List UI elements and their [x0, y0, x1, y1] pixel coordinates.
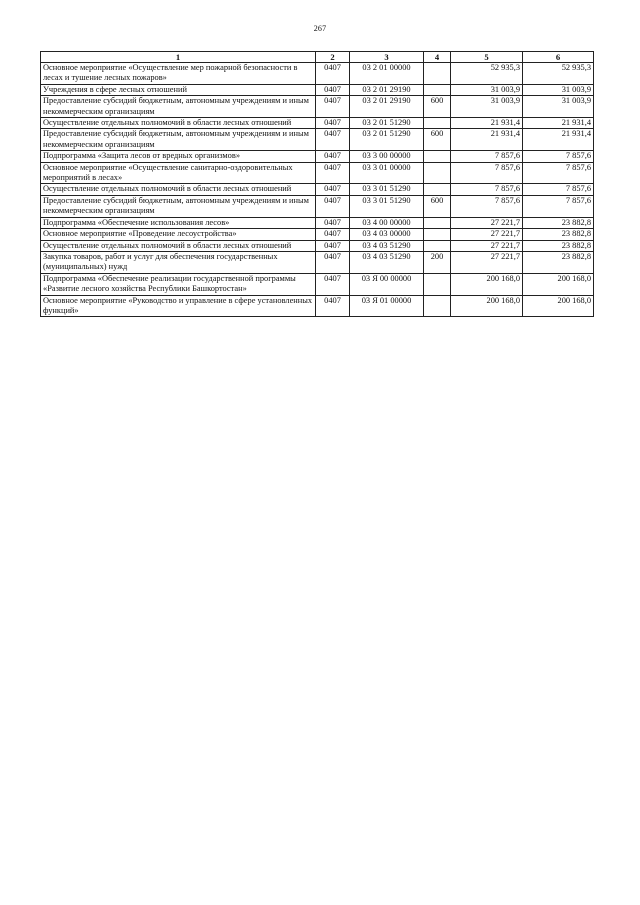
row-name-cell: Закупка товаров, работ и услуг для обеспечения государственных (муниципальных) нужд [41, 251, 316, 273]
target-article-cell: 03 Я 00 00000 [350, 273, 424, 295]
amount-year-1-cell: 7 857,6 [451, 151, 523, 162]
amount-year-1-cell: 21 931,4 [451, 129, 523, 151]
amount-year-2-cell: 7 857,6 [523, 195, 594, 217]
amount-year-1-cell: 7 857,6 [451, 162, 523, 184]
amount-year-2-cell: 7 857,6 [523, 151, 594, 162]
header-row [41, 52, 594, 63]
section-code-cell: 0407 [316, 151, 350, 162]
target-article-cell: 03 3 01 51290 [350, 184, 424, 195]
column-header-5: 5 [451, 52, 523, 63]
table-body [41, 63, 594, 317]
amount-year-2-cell: 23 882,8 [523, 240, 594, 251]
expense-type-cell [424, 295, 451, 317]
amount-year-1-cell: 27 221,7 [451, 240, 523, 251]
amount-year-2-cell: 31 003,9 [523, 96, 594, 118]
column-header-2: 2 [316, 52, 350, 63]
amount-year-1-cell: 27 221,7 [451, 251, 523, 273]
target-article-cell: 03 3 01 51290 [350, 195, 424, 217]
section-code-cell: 0407 [316, 195, 350, 217]
table-row [41, 162, 594, 184]
row-name-cell: Осуществление отдельных полномочий в области лесных отношений [41, 240, 316, 251]
section-code-cell: 0407 [316, 295, 350, 317]
expense-type-cell [424, 273, 451, 295]
table-header [41, 52, 594, 63]
section-code-cell: 0407 [316, 96, 350, 118]
budget-table [40, 51, 594, 317]
amount-year-1-cell: 27 221,7 [451, 229, 523, 240]
amount-year-1-cell: 7 857,6 [451, 184, 523, 195]
amount-year-1-cell: 31 003,9 [451, 96, 523, 118]
amount-year-2-cell: 23 882,8 [523, 217, 594, 228]
table-row [41, 63, 594, 85]
section-code-cell: 0407 [316, 217, 350, 228]
target-article-cell: 03 2 01 51290 [350, 129, 424, 151]
table-row [41, 84, 594, 95]
target-article-cell: 03 3 01 00000 [350, 162, 424, 184]
amount-year-1-cell: 200 168,0 [451, 295, 523, 317]
table-row [41, 184, 594, 195]
amount-year-1-cell: 7 857,6 [451, 195, 523, 217]
row-name-cell: Предоставление субсидий бюджетным, автономным учреждениям и иным некоммерческим организациям [41, 96, 316, 118]
expense-type-cell: 600 [424, 129, 451, 151]
amount-year-2-cell: 7 857,6 [523, 184, 594, 195]
expense-type-cell [424, 240, 451, 251]
column-header-3: 3 [350, 52, 424, 63]
column-header-1: 1 [41, 52, 316, 63]
expense-type-cell: 200 [424, 251, 451, 273]
expense-type-cell [424, 63, 451, 85]
table-row [41, 118, 594, 129]
table-row [41, 129, 594, 151]
row-name-cell: Основное мероприятие «Руководство и управление в сфере установленных функций» [41, 295, 316, 317]
amount-year-2-cell: 200 168,0 [523, 295, 594, 317]
expense-type-cell [424, 151, 451, 162]
column-header-4: 4 [424, 52, 451, 63]
target-article-cell: 03 2 01 51290 [350, 118, 424, 129]
row-name-cell: Подпрограмма «Обеспечение использования лесов» [41, 217, 316, 228]
amount-year-2-cell: 21 931,4 [523, 118, 594, 129]
table-row [41, 240, 594, 251]
table-row [41, 229, 594, 240]
row-name-cell: Основное мероприятие «Осуществление мер пожарной безопасности в лесах и тушение лесных пожаров» [41, 63, 316, 85]
expense-type-cell: 600 [424, 96, 451, 118]
target-article-cell: 03 3 00 00000 [350, 151, 424, 162]
section-code-cell: 0407 [316, 84, 350, 95]
section-code-cell: 0407 [316, 184, 350, 195]
target-article-cell: 03 2 01 29190 [350, 96, 424, 118]
row-name-cell: Учреждения в сфере лесных отношений [41, 84, 316, 95]
expense-type-cell [424, 162, 451, 184]
amount-year-2-cell: 200 168,0 [523, 273, 594, 295]
expense-type-cell: 600 [424, 195, 451, 217]
amount-year-2-cell: 23 882,8 [523, 251, 594, 273]
target-article-cell: 03 2 01 29190 [350, 84, 424, 95]
amount-year-2-cell: 52 935,3 [523, 63, 594, 85]
row-name-cell: Основное мероприятие «Осуществление санитарно-оздоровительных мероприятий в лесах» [41, 162, 316, 184]
amount-year-1-cell: 52 935,3 [451, 63, 523, 85]
section-code-cell: 0407 [316, 118, 350, 129]
row-name-cell: Основное мероприятие «Проведение лесоустройства» [41, 229, 316, 240]
amount-year-1-cell: 27 221,7 [451, 217, 523, 228]
amount-year-2-cell: 7 857,6 [523, 162, 594, 184]
amount-year-1-cell: 21 931,4 [451, 118, 523, 129]
table-row [41, 96, 594, 118]
table-row [41, 251, 594, 273]
target-article-cell: 03 4 00 00000 [350, 217, 424, 228]
table-row [41, 295, 594, 317]
target-article-cell: 03 4 03 51290 [350, 251, 424, 273]
target-article-cell: 03 2 01 00000 [350, 63, 424, 85]
column-header-6: 6 [523, 52, 594, 63]
expense-type-cell [424, 84, 451, 95]
expense-type-cell [424, 229, 451, 240]
table-row [41, 273, 594, 295]
section-code-cell: 0407 [316, 63, 350, 85]
expense-type-cell [424, 184, 451, 195]
expense-type-cell [424, 217, 451, 228]
row-name-cell: Предоставление субсидий бюджетным, автономным учреждениям и иным некоммерческим организациям [41, 129, 316, 151]
amount-year-2-cell: 23 882,8 [523, 229, 594, 240]
row-name-cell: Предоставление субсидий бюджетным, автономным учреждениям и иным некоммерческим организациям [41, 195, 316, 217]
table-row [41, 151, 594, 162]
table-row [41, 217, 594, 228]
target-article-cell: 03 Я 01 00000 [350, 295, 424, 317]
target-article-cell: 03 4 03 00000 [350, 229, 424, 240]
row-name-cell: Осуществление отдельных полномочий в области лесных отношений [41, 184, 316, 195]
amount-year-1-cell: 31 003,9 [451, 84, 523, 95]
page-number: 267 [313, 24, 327, 33]
row-name-cell: Подпрограмма «Защита лесов от вредных организмов» [41, 151, 316, 162]
section-code-cell: 0407 [316, 251, 350, 273]
section-code-cell: 0407 [316, 240, 350, 251]
row-name-cell: Осуществление отдельных полномочий в области лесных отношений [41, 118, 316, 129]
expense-type-cell [424, 118, 451, 129]
amount-year-1-cell: 200 168,0 [451, 273, 523, 295]
section-code-cell: 0407 [316, 129, 350, 151]
target-article-cell: 03 4 03 51290 [350, 240, 424, 251]
section-code-cell: 0407 [316, 229, 350, 240]
amount-year-2-cell: 31 003,9 [523, 84, 594, 95]
row-name-cell: Подпрограмма «Обеспечение реализации государственной программы «Развитие лесного хозяйства Республики Башкортостан» [41, 273, 316, 295]
section-code-cell: 0407 [316, 162, 350, 184]
table-row [41, 195, 594, 217]
amount-year-2-cell: 21 931,4 [523, 129, 594, 151]
section-code-cell: 0407 [316, 273, 350, 295]
